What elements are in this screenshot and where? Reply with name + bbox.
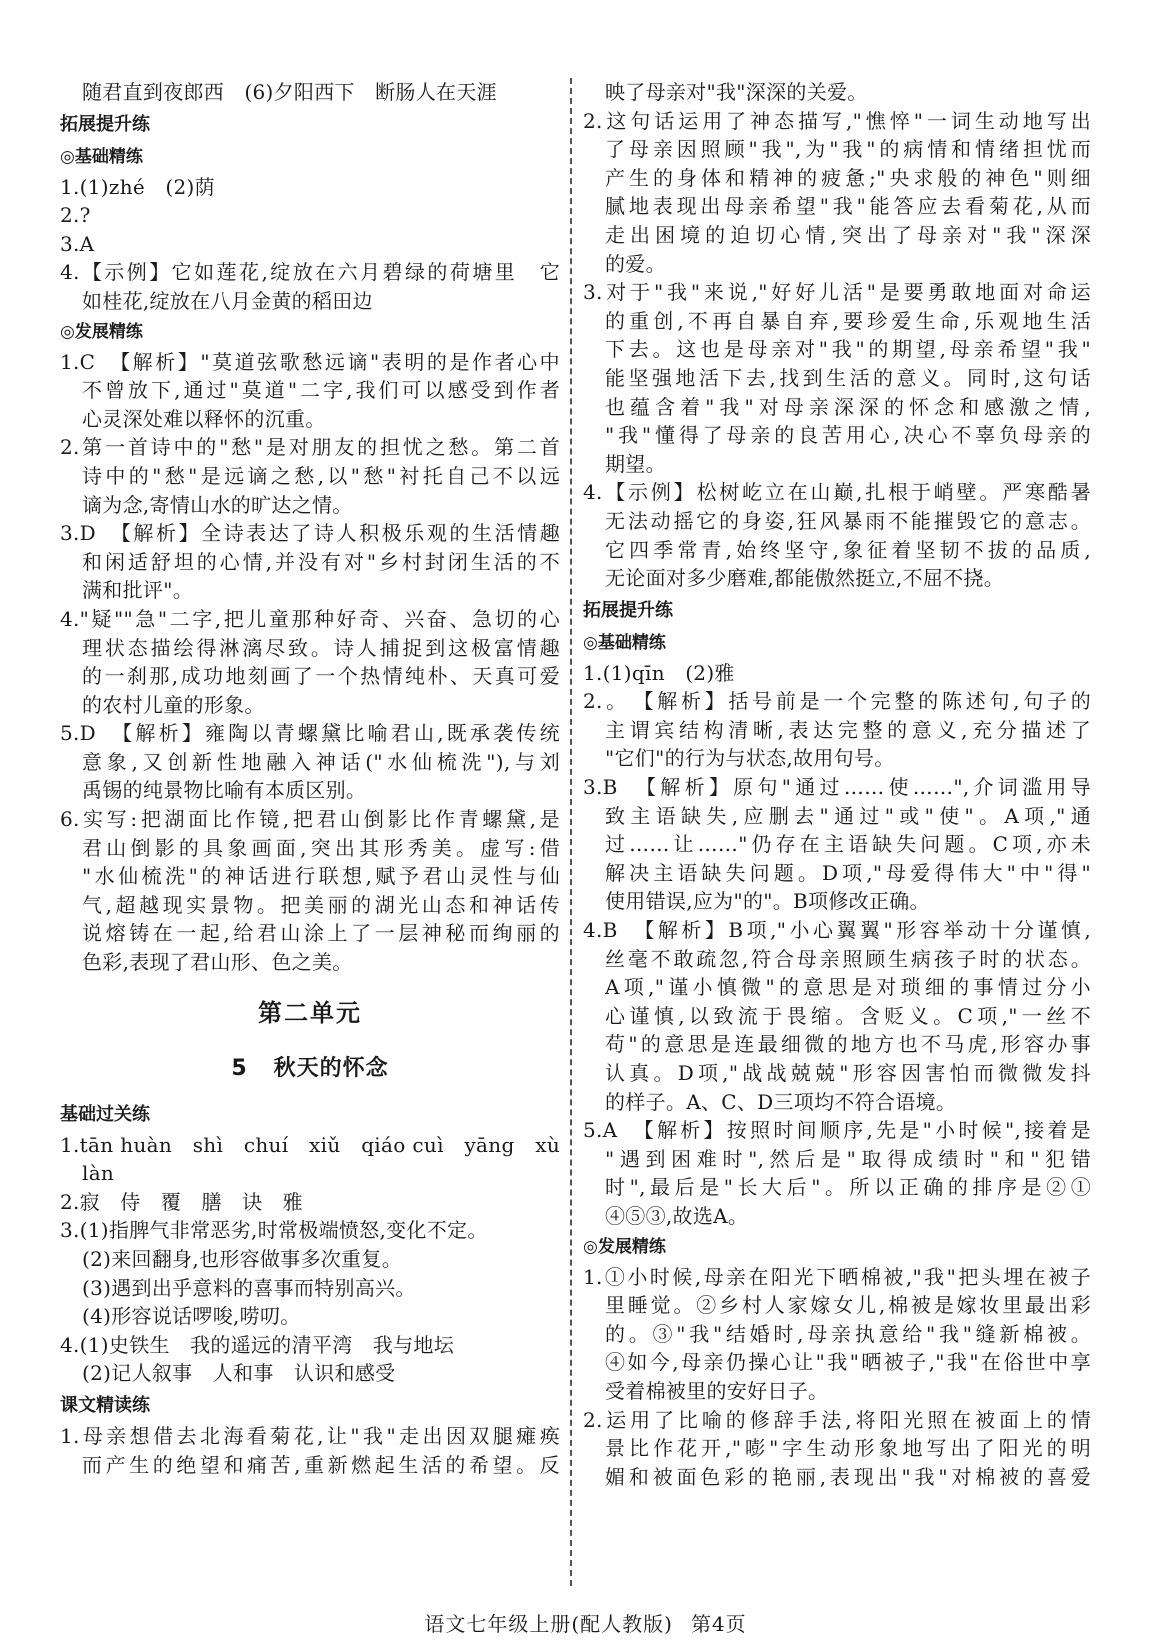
text-line: 3.D 【解析】全诗表达了诗人积极乐观的生活情趣 bbox=[60, 521, 560, 546]
text-line: 心灵深处难以释怀的沉重。 bbox=[82, 406, 326, 431]
text-line: 6.实写:把湖面比作镜,把君山倒影比作青螺黛,是 bbox=[60, 807, 560, 832]
text-line: 的一刹那,成功地刻画了一个热情纯朴、天真可爱 bbox=[82, 664, 560, 689]
text-line: "遇到困难时",然后是"取得成绩时"和"犯错 bbox=[605, 1146, 1091, 1171]
subsection-heading: ◎基础精练 bbox=[583, 632, 666, 653]
text-line: 映了母亲对"我"深深的关爱。 bbox=[605, 80, 868, 104]
text-line: 的重创,不再自暴自弃,要珍爱生命,乐观地生活 bbox=[605, 308, 1091, 333]
text-line: làn bbox=[82, 1161, 115, 1186]
text-line: 禹锡的纯景物比喻有本质区别。 bbox=[82, 778, 367, 803]
text-line: 如桂花,绽放在八月金黄的稻田边 bbox=[82, 288, 373, 313]
subsection-heading: ◎基础精练 bbox=[60, 146, 143, 167]
text-line: 4.【示例】它如莲花,绽放在六月碧绿的荷塘里 它 bbox=[60, 260, 560, 285]
subsection-heading: ◎发展精练 bbox=[60, 321, 143, 342]
text-line: 期望。 bbox=[605, 451, 666, 476]
text-line: 4."疑""急"二字,把儿童那种好奇、兴奋、急切的心 bbox=[60, 606, 560, 631]
text-line: 了母亲因照顾"我",为"我"的病情和情绪担忧而 bbox=[605, 137, 1091, 162]
text-line: 心谨慎,以致流于畏缩。含贬义。C项,"一丝不 bbox=[605, 1003, 1091, 1028]
text-line: 理状态描绘得淋漓尽致。诗人捕捉到这极富情趣 bbox=[82, 635, 560, 660]
text-line: 景比作花开,"嘭"字生动形象地写出了阳光的明 bbox=[605, 1436, 1091, 1461]
book-title: 语文七年级上册(配人教版) bbox=[424, 1612, 673, 1636]
text-line: 产生的身体和精神的疲惫;"央求般的神色"则细 bbox=[605, 165, 1091, 190]
text-line: 的爱。 bbox=[605, 251, 666, 276]
lesson-number: 5 bbox=[231, 1055, 248, 1081]
text-line: 里睡觉。②乡村人家嫁女儿,棉被是嫁妆里最出彩 bbox=[605, 1293, 1091, 1318]
section-heading: 基础过关练 bbox=[60, 1103, 150, 1125]
text-line: 认真。D项,"战战兢兢"形容因害怕而微微发抖 bbox=[605, 1061, 1091, 1085]
page-number: 第4页 bbox=[690, 1612, 747, 1636]
page-footer bbox=[0, 1608, 1171, 1637]
text-line: 2.第一首诗中的"愁"是对朋友的担忧之愁。第二首 bbox=[60, 435, 560, 460]
text-line: 气,超越现实景物。把美丽的湖光山态和神话传 bbox=[82, 892, 560, 917]
lesson-name: 秋天的怀念 bbox=[273, 1055, 389, 1081]
text-line: 色彩,表现了君山形、色之美。 bbox=[82, 950, 353, 975]
section-heading: 拓展提升练 bbox=[583, 599, 673, 621]
text-line: ④⑤③,故选A。 bbox=[605, 1203, 749, 1228]
text-line: 过……让……"仍存在主语缺失问题。C项,亦未 bbox=[605, 832, 1091, 857]
text-line: 丝毫不敢疏忽,符合母亲照顾生病孩子时的状态。 bbox=[605, 946, 1091, 971]
text-line: 3.(1)指脾气非常恶劣,时常极端愤怒,变化不定。 bbox=[60, 1218, 488, 1243]
text-line: 1.tān huàn shì chuí xiǔ qiáo cuì yāng xù bbox=[60, 1132, 560, 1157]
text-line: 下去。这也是母亲对"我"的期望,母亲希望"我" bbox=[605, 337, 1091, 362]
text-line: 主谓宾结构清晰,表达完整的意义,充分描述了 bbox=[605, 717, 1091, 742]
text-line: 诗中的"愁"是远谪之愁,以"愁"衬托自己不以远 bbox=[82, 463, 560, 488]
unit-title: 第二单元 bbox=[258, 998, 362, 1027]
column-divider bbox=[570, 78, 572, 1586]
text-line: 2.寂 侍 覆 膳 诀 雅 bbox=[60, 1189, 303, 1214]
text-line: 随君直到夜郎西 (6)夕阳西下 断肠人在天涯 bbox=[82, 80, 497, 104]
lesson-title bbox=[60, 1041, 560, 1097]
left-column bbox=[60, 78, 560, 1479]
subsection-heading: ◎发展精练 bbox=[583, 1236, 666, 1257]
text-line: 苟"的意思是连最细微的地方也不马虎,形容办事 bbox=[605, 1032, 1091, 1057]
text-line: 解决主语缺失问题。D项,"母爱得伟大"中"得" bbox=[605, 860, 1091, 885]
text-line: "水仙梳洗"的神话进行联想,赋予君山灵性与仙 bbox=[82, 864, 560, 889]
text-line: 致主语缺失,应删去"通过"或"使"。A项,"通 bbox=[605, 803, 1091, 828]
section-heading: 课文精读练 bbox=[60, 1394, 150, 1416]
text-line: 2.。 【解析】括号前是一个完整的陈述句,句子的 bbox=[583, 689, 1091, 714]
text-line: 1.母亲想借去北海看菊花,让"我"走出因双腿瘫痪 bbox=[60, 1423, 560, 1448]
text-line: 它四季常青,始终坚守,象征着坚韧不拔的品质, bbox=[605, 537, 1091, 562]
text-line: (2)记人叙事 人和事 认识和感受 bbox=[82, 1361, 396, 1386]
text-line: ④如今,母亲仍操心让"我"晒被子,"我"在俗世中享 bbox=[605, 1350, 1091, 1375]
text-line: (4)形容说话啰唆,唠叨。 bbox=[82, 1304, 301, 1329]
text-line: (3)遇到出乎意料的喜事而特别高兴。 bbox=[82, 1275, 416, 1300]
text-line: A项,"谨小慎微"的意思是对琐细的事情过分小 bbox=[605, 975, 1091, 1000]
text-line: 2.这句话运用了神态描写,"憔悴"一词生动地写出 bbox=[583, 108, 1091, 133]
text-line: 不曾放下,通过"莫道"二字,我们可以感受到作者 bbox=[82, 378, 560, 403]
text-line: 4.【示例】松树屹立在山巅,扎根于峭壁。严寒酷暑 bbox=[583, 480, 1091, 505]
text-line: "我"懂得了母亲的良苦用心,决心不辜负母亲的 bbox=[605, 423, 1091, 448]
text-line: 也蕴含着"我"对母亲深深的怀念和感激之情, bbox=[605, 394, 1091, 419]
text-line: 使用错误,应为"的"。B项修改正确。 bbox=[605, 889, 930, 914]
text-line: (2)来回翻身,也形容做事多次重复。 bbox=[82, 1247, 403, 1271]
right-column bbox=[583, 78, 1091, 1491]
text-line: 和闲适舒坦的心情,并没有对"乡村封闭生活的不 bbox=[82, 549, 560, 574]
text-line: 走出困境的迫切心情,突出了母亲对"我"深深 bbox=[605, 222, 1091, 247]
text-line: 受着棉被里的安好日子。 bbox=[605, 1378, 829, 1403]
text-line: 满和批评"。 bbox=[82, 578, 193, 603]
text-line: "它们"的行为与状态,故用句号。 bbox=[605, 746, 895, 771]
section-heading: 拓展提升练 bbox=[60, 113, 150, 135]
text-line: 意象,又创新性地融入神话("水仙梳洗"),与刘 bbox=[82, 749, 560, 774]
text-line: 的。③"我"结婚时,母亲执意给"我"缝新棉被。 bbox=[605, 1321, 1091, 1346]
text-line: 2.运用了比喻的修辞手法,将阳光照在被面上的情 bbox=[583, 1407, 1091, 1432]
text-line: 3.对于"我"来说,"好好儿活"是要勇敢地面对命运 bbox=[583, 280, 1091, 305]
text-line: 1.C 【解析】"莫道弦歌愁远谪"表明的是作者心中 bbox=[60, 349, 560, 374]
text-line: 媚和被面色彩的艳丽,表现出"我"对棉被的喜爱 bbox=[605, 1464, 1091, 1489]
text-line: 说熔铸在一起,给君山涂上了一层神秘而绚丽的 bbox=[82, 921, 560, 946]
text-line: 无法动摇它的身姿,狂风暴雨不能摧毁它的意志。 bbox=[605, 508, 1091, 533]
text-line: 3.B 【解析】原句"通过……使……",介词滥用导 bbox=[583, 775, 1091, 800]
text-line: 的样子。A、C、D三项均不符合语境。 bbox=[605, 1089, 957, 1114]
text-line: 2.? bbox=[60, 203, 91, 228]
text-line: 而产生的绝望和痛苦,重新燃起生活的希望。反 bbox=[82, 1452, 560, 1477]
text-line: 无论面对多少磨难,都能傲然挺立,不屈不挠。 bbox=[605, 566, 1005, 591]
text-line: 谪为念,寄情山水的旷达之情。 bbox=[82, 492, 353, 517]
text-line: 的农村儿童的形象。 bbox=[82, 692, 265, 717]
text-line: 1.(1)qīn (2)雅 bbox=[583, 660, 735, 685]
text-line: 1.①小时候,母亲在阳光下晒棉被,"我"把头埋在被子 bbox=[583, 1264, 1091, 1289]
text-line: 君山倒影的具象画面,突出其形秀美。虚写:借 bbox=[82, 835, 560, 860]
text-line: 5.A 【解析】按照时间顺序,先是"小时候",接着是 bbox=[583, 1118, 1091, 1143]
text-line: 5.D 【解析】雍陶以青螺黛比喻君山,既承袭传统 bbox=[60, 721, 560, 746]
text-line: 能坚强地活下去,找到生活的意义。同时,这句话 bbox=[605, 365, 1091, 390]
text-line: 时",最后是"长大后"。所以正确的排序是②① bbox=[605, 1175, 1091, 1200]
text-line: 腻地表现出母亲希望"我"能答应去看菊花,从而 bbox=[605, 194, 1091, 219]
text-line: 1.(1)zhé (2)荫 bbox=[60, 174, 215, 199]
text-line: 4.(1)史铁生 我的遥远的清平湾 我与地坛 bbox=[60, 1332, 455, 1357]
text-line: 4.B 【解析】B项,"小心翼翼"形容举动十分谨慎, bbox=[583, 918, 1091, 943]
text-line: 3.A bbox=[60, 231, 95, 256]
